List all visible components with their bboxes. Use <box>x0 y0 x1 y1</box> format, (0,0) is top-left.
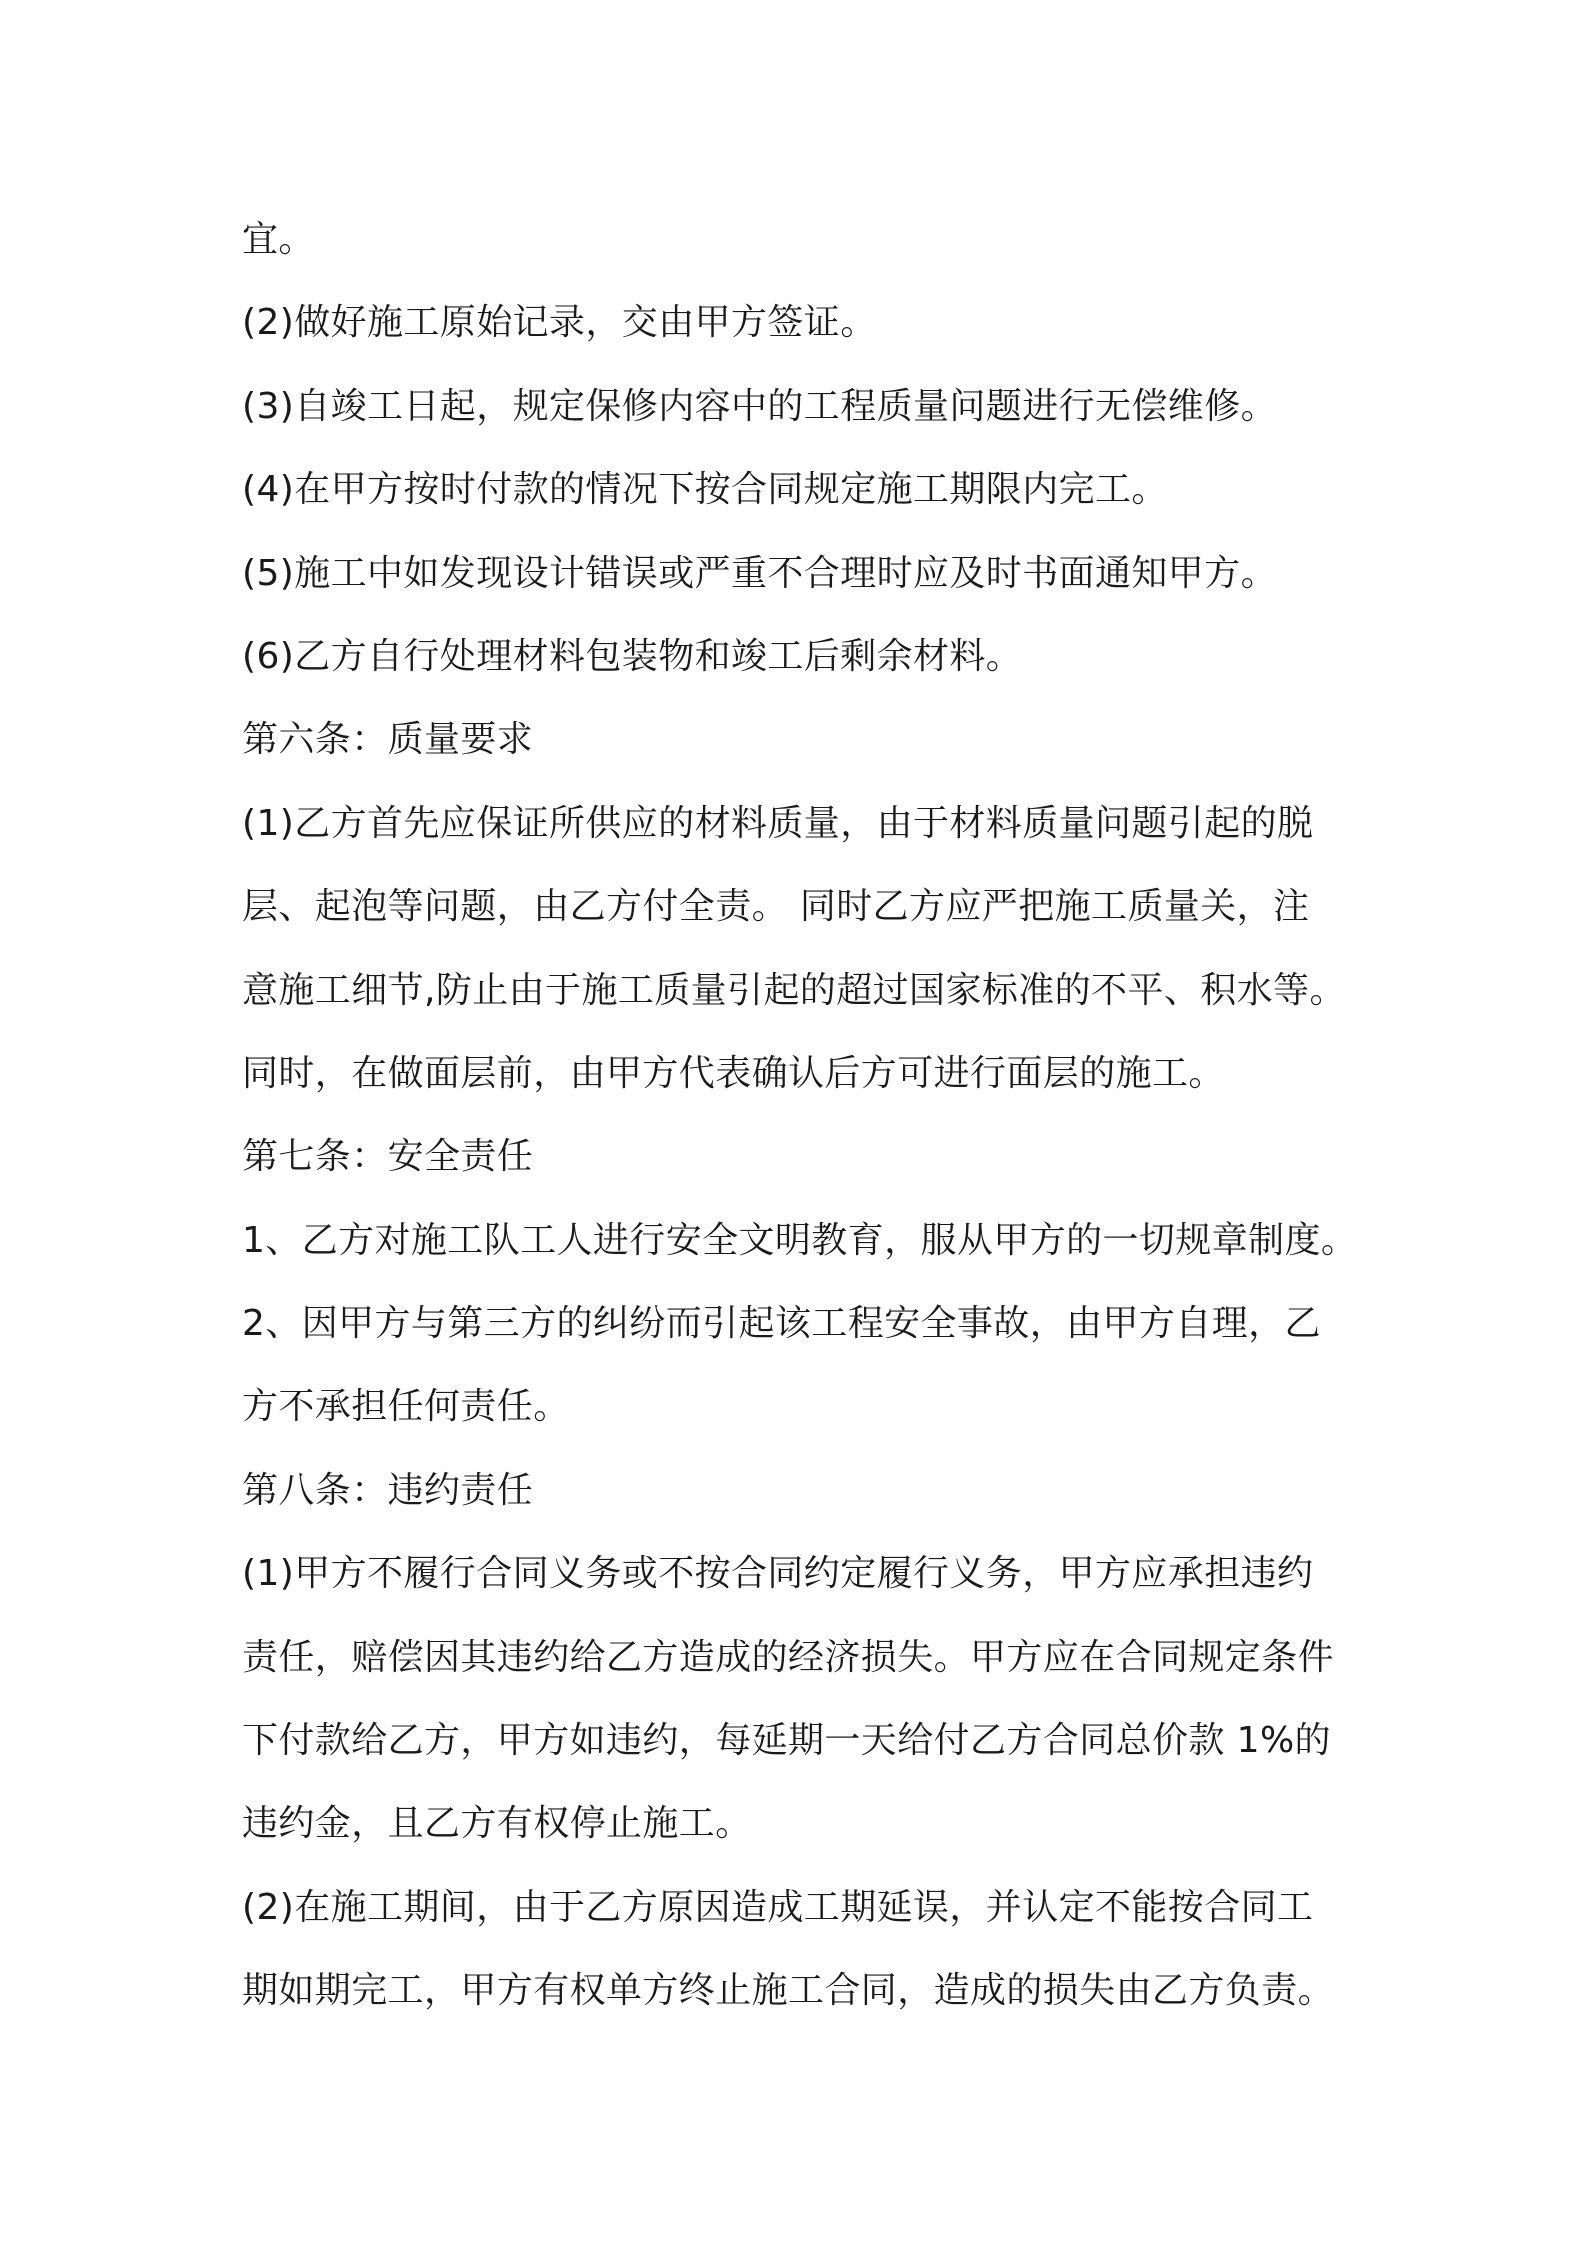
safety-item-2-line-2: 方不承担任何责任。 <box>242 1386 570 1428</box>
clause-item-3: (3)自竣工日起，规定保修内容中的工程质量问题进行无偿维修。 <box>242 385 1277 427</box>
breach-item-1-line-3: 下付款给乙方，甲方如违约，每延期一天给付乙方合同总价款 1%的 <box>242 1720 1331 1762</box>
breach-item-1-line-1: (1)甲方不履行合同义务或不按合同约定履行义务，甲方应承担违约 <box>242 1553 1314 1595</box>
safety-item-2-line-1: 2、因甲方与第三方的纠纷而引起该工程安全事故，由甲方自理，乙 <box>242 1303 1321 1345</box>
quality-item-1-line-3: 意施工细节,防止由于施工质量引起的超过国家标准的不平、积水等。 <box>242 969 1346 1011</box>
clause-item-4: (4)在甲方按时付款的情况下按合同规定施工期限内完工。 <box>242 469 1168 511</box>
quality-item-1-line-4: 同时，在做面层前，由甲方代表确认后方可进行面层的施工。 <box>242 1052 1225 1094</box>
breach-item-1-line-4: 违约金，且乙方有权停止施工。 <box>242 1803 752 1845</box>
breach-item-1-line-2: 责任，赔偿因其违约给乙方造成的经济损失。甲方应在合同规定条件 <box>242 1636 1335 1678</box>
article-7-heading: 第七条：安全责任 <box>242 1136 534 1178</box>
breach-item-2-line-1: (2)在施工期间，由于乙方原因造成工期延误，并认定不能按合同工 <box>242 1886 1314 1928</box>
article-6-heading: 第六条：质量要求 <box>242 719 534 761</box>
document-body <box>242 198 1382 2033</box>
safety-item-1: 1、乙方对施工队工人进行安全文明教育，服从甲方的一切规章制度。 <box>242 1219 1358 1261</box>
quality-item-1-line-2: 层、起泡等问题，由乙方付全责。 同时乙方应严把施工质量关，注 <box>242 886 1310 928</box>
article-8-heading: 第八条：违约责任 <box>242 1469 534 1511</box>
text-line-continuation: 宜。 <box>242 219 315 260</box>
quality-item-1-line-1: (1)乙方首先应保证所供应的材料质量，由于材料质量问题引起的脱 <box>242 802 1314 844</box>
clause-item-2: (2)做好施工原始记录，交由甲方签证。 <box>242 302 877 344</box>
breach-item-2-line-2: 期如期完工，甲方有权单方终止施工合同，造成的损失由乙方负责。 <box>242 1970 1335 2012</box>
clause-item-5: (5)施工中如发现设计错误或严重不合理时应及时书面通知甲方。 <box>242 552 1277 594</box>
clause-item-6: (6)乙方自行处理材料包装物和竣工后剩余材料。 <box>242 635 1023 677</box>
